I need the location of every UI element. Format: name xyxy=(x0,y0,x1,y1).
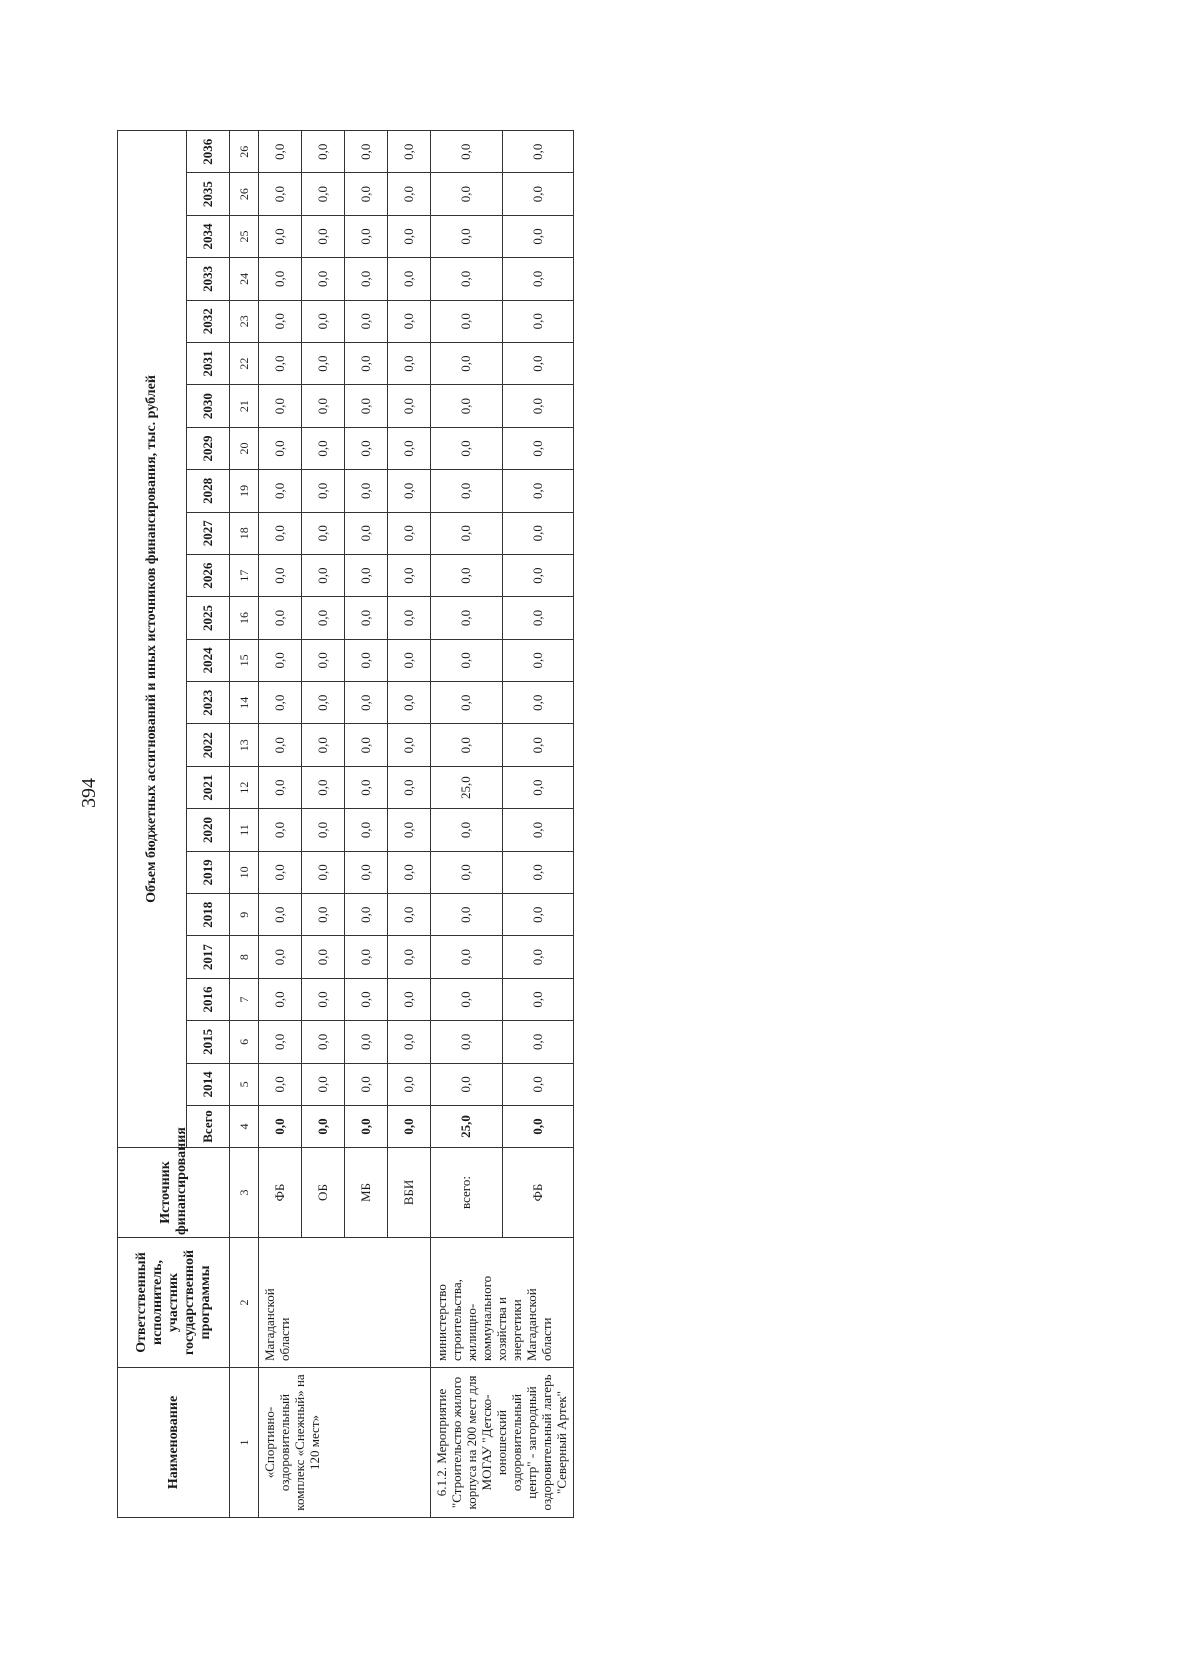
year-value: 0,0 xyxy=(259,470,302,512)
total-value: 25,0 xyxy=(431,1106,503,1148)
year-value: 0,0 xyxy=(431,385,503,427)
column-index-cell: 26 xyxy=(230,131,259,173)
year-value: 0,0 xyxy=(502,978,574,1020)
funding-source: ФБ xyxy=(502,1148,574,1238)
budget-table-sheet xyxy=(117,0,1017,1518)
year-value: 0,0 xyxy=(259,597,302,639)
year-value: 0,0 xyxy=(345,597,388,639)
header-total: Всего xyxy=(187,1106,230,1148)
column-index-cell: 15 xyxy=(230,639,259,681)
year-value: 0,0 xyxy=(259,385,302,427)
column-index-cell: 26 xyxy=(230,173,259,215)
year-value: 0,0 xyxy=(431,512,503,554)
year-value: 0,0 xyxy=(345,851,388,893)
year-value: 0,0 xyxy=(259,173,302,215)
year-value: 0,0 xyxy=(259,639,302,681)
header-year: 2026 xyxy=(187,554,230,596)
year-value: 0,0 xyxy=(302,1021,345,1063)
header-year: 2031 xyxy=(187,342,230,384)
year-value: 0,0 xyxy=(345,978,388,1020)
year-value: 0,0 xyxy=(502,894,574,936)
header-year: 2019 xyxy=(187,851,230,893)
year-value: 0,0 xyxy=(431,427,503,469)
column-index-cell: 19 xyxy=(230,470,259,512)
year-value: 0,0 xyxy=(259,554,302,596)
year-value: 0,0 xyxy=(502,554,574,596)
year-value: 0,0 xyxy=(431,894,503,936)
header-year: 2032 xyxy=(187,300,230,342)
year-value: 0,0 xyxy=(259,851,302,893)
header-year: 2020 xyxy=(187,809,230,851)
year-value: 0,0 xyxy=(302,554,345,596)
header-year: 2023 xyxy=(187,682,230,724)
year-value: 0,0 xyxy=(502,258,574,300)
year-value: 0,0 xyxy=(302,1063,345,1105)
year-value: 0,0 xyxy=(345,554,388,596)
year-value: 0,0 xyxy=(388,385,431,427)
year-value: 0,0 xyxy=(502,851,574,893)
year-value: 0,0 xyxy=(431,639,503,681)
year-value: 0,0 xyxy=(302,385,345,427)
year-value: 0,0 xyxy=(502,597,574,639)
year-value: 0,0 xyxy=(345,766,388,808)
column-index-cell: 16 xyxy=(230,597,259,639)
year-value: 0,0 xyxy=(431,131,503,173)
year-value: 0,0 xyxy=(431,851,503,893)
year-value: 0,0 xyxy=(431,173,503,215)
year-value: 0,0 xyxy=(302,131,345,173)
column-index-cell: 4 xyxy=(230,1106,259,1148)
year-value: 0,0 xyxy=(345,470,388,512)
year-value: 0,0 xyxy=(302,427,345,469)
column-index-cell: 6 xyxy=(230,1021,259,1063)
header-year: 2021 xyxy=(187,766,230,808)
year-value: 0,0 xyxy=(302,639,345,681)
year-value: 0,0 xyxy=(502,385,574,427)
year-value: 0,0 xyxy=(431,470,503,512)
column-index-row xyxy=(230,131,259,1518)
funding-source: ВБИ xyxy=(388,1148,431,1238)
header-year: 2029 xyxy=(187,427,230,469)
year-value: 0,0 xyxy=(388,1021,431,1063)
header-year: 2016 xyxy=(187,978,230,1020)
year-value: 0,0 xyxy=(431,936,503,978)
header-year: 2015 xyxy=(187,1021,230,1063)
year-value: 0,0 xyxy=(431,554,503,596)
year-value: 0,0 xyxy=(302,766,345,808)
column-index-cell: 17 xyxy=(230,554,259,596)
year-value: 0,0 xyxy=(388,894,431,936)
year-value: 0,0 xyxy=(502,1021,574,1063)
year-value: 0,0 xyxy=(388,300,431,342)
year-value: 0,0 xyxy=(502,300,574,342)
year-value: 0,0 xyxy=(502,682,574,724)
year-value: 0,0 xyxy=(302,470,345,512)
year-value: 0,0 xyxy=(502,427,574,469)
column-index-cell: 8 xyxy=(230,936,259,978)
year-value: 0,0 xyxy=(431,597,503,639)
budget-table xyxy=(117,130,574,1518)
year-value: 0,0 xyxy=(502,724,574,766)
year-value: 0,0 xyxy=(302,215,345,257)
total-value: 0,0 xyxy=(388,1106,431,1148)
header-row-top xyxy=(118,131,187,1518)
year-value: 0,0 xyxy=(259,427,302,469)
year-value: 0,0 xyxy=(345,173,388,215)
year-value: 0,0 xyxy=(431,682,503,724)
header-year: 2014 xyxy=(187,1063,230,1105)
total-value: 0,0 xyxy=(302,1106,345,1148)
column-index-cell: 23 xyxy=(230,300,259,342)
year-value: 0,0 xyxy=(345,639,388,681)
year-value: 0,0 xyxy=(259,809,302,851)
year-value: 0,0 xyxy=(259,978,302,1020)
year-value: 0,0 xyxy=(259,724,302,766)
page-number: 394 xyxy=(78,778,100,808)
year-value: 0,0 xyxy=(302,300,345,342)
year-value: 0,0 xyxy=(502,1063,574,1105)
year-value: 0,0 xyxy=(345,342,388,384)
column-index-cell: 2 xyxy=(230,1238,259,1368)
column-index-cell: 7 xyxy=(230,978,259,1020)
year-value: 0,0 xyxy=(388,1063,431,1105)
year-value: 0,0 xyxy=(431,300,503,342)
year-value: 0,0 xyxy=(302,342,345,384)
item-name: «Спортивно-оздоровительный комплекс «Снежный» на 120 мест» xyxy=(259,1368,431,1518)
header-year: 2018 xyxy=(187,894,230,936)
column-index-cell: 25 xyxy=(230,215,259,257)
column-index-cell: 24 xyxy=(230,258,259,300)
year-value: 0,0 xyxy=(431,258,503,300)
table-row xyxy=(431,131,503,1518)
year-value: 25,0 xyxy=(431,766,503,808)
year-value: 0,0 xyxy=(345,724,388,766)
year-value: 0,0 xyxy=(345,894,388,936)
year-value: 0,0 xyxy=(388,851,431,893)
total-value: 0,0 xyxy=(502,1106,574,1148)
year-value: 0,0 xyxy=(345,1063,388,1105)
year-value: 0,0 xyxy=(345,131,388,173)
column-index-cell: 1 xyxy=(230,1368,259,1518)
year-value: 0,0 xyxy=(388,131,431,173)
year-value: 0,0 xyxy=(302,936,345,978)
year-value: 0,0 xyxy=(431,342,503,384)
year-value: 0,0 xyxy=(302,851,345,893)
year-value: 0,0 xyxy=(388,554,431,596)
column-index-cell: 14 xyxy=(230,682,259,724)
year-value: 0,0 xyxy=(302,978,345,1020)
year-value: 0,0 xyxy=(502,512,574,554)
year-value: 0,0 xyxy=(345,936,388,978)
year-value: 0,0 xyxy=(388,724,431,766)
header-source: Источник финансирования xyxy=(118,1148,230,1238)
funding-source: ФБ xyxy=(259,1148,302,1238)
year-value: 0,0 xyxy=(502,131,574,173)
year-value: 0,0 xyxy=(345,385,388,427)
year-value: 0,0 xyxy=(502,936,574,978)
year-value: 0,0 xyxy=(502,173,574,215)
year-value: 0,0 xyxy=(302,173,345,215)
year-value: 0,0 xyxy=(388,258,431,300)
column-index-cell: 20 xyxy=(230,427,259,469)
total-value: 0,0 xyxy=(259,1106,302,1148)
year-value: 0,0 xyxy=(259,342,302,384)
year-value: 0,0 xyxy=(302,894,345,936)
year-value: 0,0 xyxy=(259,512,302,554)
year-value: 0,0 xyxy=(302,724,345,766)
year-value: 0,0 xyxy=(388,978,431,1020)
year-value: 0,0 xyxy=(502,809,574,851)
year-value: 0,0 xyxy=(302,512,345,554)
year-value: 0,0 xyxy=(388,173,431,215)
header-year: 2033 xyxy=(187,258,230,300)
year-value: 0,0 xyxy=(502,342,574,384)
year-value: 0,0 xyxy=(302,258,345,300)
year-value: 0,0 xyxy=(502,766,574,808)
header-year: 2024 xyxy=(187,639,230,681)
item-responsible: Магаданской области xyxy=(259,1238,431,1368)
year-value: 0,0 xyxy=(388,766,431,808)
year-value: 0,0 xyxy=(345,682,388,724)
column-index-cell: 22 xyxy=(230,342,259,384)
header-year: 2025 xyxy=(187,597,230,639)
year-value: 0,0 xyxy=(431,978,503,1020)
header-year: 2034 xyxy=(187,215,230,257)
year-value: 0,0 xyxy=(259,131,302,173)
year-value: 0,0 xyxy=(431,215,503,257)
year-value: 0,0 xyxy=(388,342,431,384)
year-value: 0,0 xyxy=(259,1021,302,1063)
year-value: 0,0 xyxy=(431,809,503,851)
year-value: 0,0 xyxy=(388,597,431,639)
column-index-cell: 9 xyxy=(230,894,259,936)
header-year: 2017 xyxy=(187,936,230,978)
year-value: 0,0 xyxy=(388,215,431,257)
header-year: 2022 xyxy=(187,724,230,766)
header-name: Наименование xyxy=(118,1368,230,1518)
year-value: 0,0 xyxy=(259,258,302,300)
year-value: 0,0 xyxy=(431,724,503,766)
table-row xyxy=(259,131,302,1518)
funding-source: всего: xyxy=(431,1148,503,1238)
year-value: 0,0 xyxy=(388,470,431,512)
header-year: 2036 xyxy=(187,131,230,173)
total-value: 0,0 xyxy=(345,1106,388,1148)
column-index-cell: 18 xyxy=(230,512,259,554)
year-value: 0,0 xyxy=(259,936,302,978)
year-value: 0,0 xyxy=(345,427,388,469)
header-year: 2035 xyxy=(187,173,230,215)
header-responsible: Ответственный исполнитель, участник государственной программы xyxy=(118,1238,230,1368)
item-name: 6.1.2. Мероприятие "Строительство жилого корпуса на 200 мест для МОГАУ "Детско-юношеский оздоровительный центр" - загородный оздоровительный лагерь "Северный Артек" xyxy=(431,1368,574,1518)
year-value: 0,0 xyxy=(259,1063,302,1105)
year-value: 0,0 xyxy=(388,639,431,681)
year-value: 0,0 xyxy=(388,512,431,554)
year-value: 0,0 xyxy=(502,470,574,512)
year-value: 0,0 xyxy=(345,258,388,300)
column-index-cell: 10 xyxy=(230,851,259,893)
year-value: 0,0 xyxy=(388,936,431,978)
header-year: 2028 xyxy=(187,470,230,512)
column-index-cell: 3 xyxy=(230,1148,259,1238)
year-value: 0,0 xyxy=(259,682,302,724)
year-value: 0,0 xyxy=(302,682,345,724)
year-value: 0,0 xyxy=(502,639,574,681)
year-value: 0,0 xyxy=(345,809,388,851)
year-value: 0,0 xyxy=(302,809,345,851)
year-value: 0,0 xyxy=(502,215,574,257)
year-value: 0,0 xyxy=(259,215,302,257)
funding-source: ОБ xyxy=(302,1148,345,1238)
year-value: 0,0 xyxy=(345,300,388,342)
column-index-cell: 5 xyxy=(230,1063,259,1105)
funding-source: МБ xyxy=(345,1148,388,1238)
year-value: 0,0 xyxy=(345,215,388,257)
column-index-cell: 13 xyxy=(230,724,259,766)
year-value: 0,0 xyxy=(259,894,302,936)
year-value: 0,0 xyxy=(431,1021,503,1063)
header-year: 2030 xyxy=(187,385,230,427)
item-responsible: министерство строительства, жилищно-коммунального хозяйства и энергетики Магаданской области xyxy=(431,1238,574,1368)
header-year: 2027 xyxy=(187,512,230,554)
year-value: 0,0 xyxy=(302,597,345,639)
year-value: 0,0 xyxy=(345,512,388,554)
column-index-cell: 11 xyxy=(230,809,259,851)
year-value: 0,0 xyxy=(259,300,302,342)
year-value: 0,0 xyxy=(431,1063,503,1105)
column-index-cell: 21 xyxy=(230,385,259,427)
year-value: 0,0 xyxy=(388,427,431,469)
year-value: 0,0 xyxy=(345,1021,388,1063)
year-value: 0,0 xyxy=(259,766,302,808)
table-body xyxy=(259,131,574,1518)
year-value: 0,0 xyxy=(388,809,431,851)
header-volume: Объем бюджетных ассигнований и иных источников финансирования, тыс. рублей xyxy=(118,131,187,1148)
year-value: 0,0 xyxy=(388,682,431,724)
column-index-cell: 12 xyxy=(230,766,259,808)
